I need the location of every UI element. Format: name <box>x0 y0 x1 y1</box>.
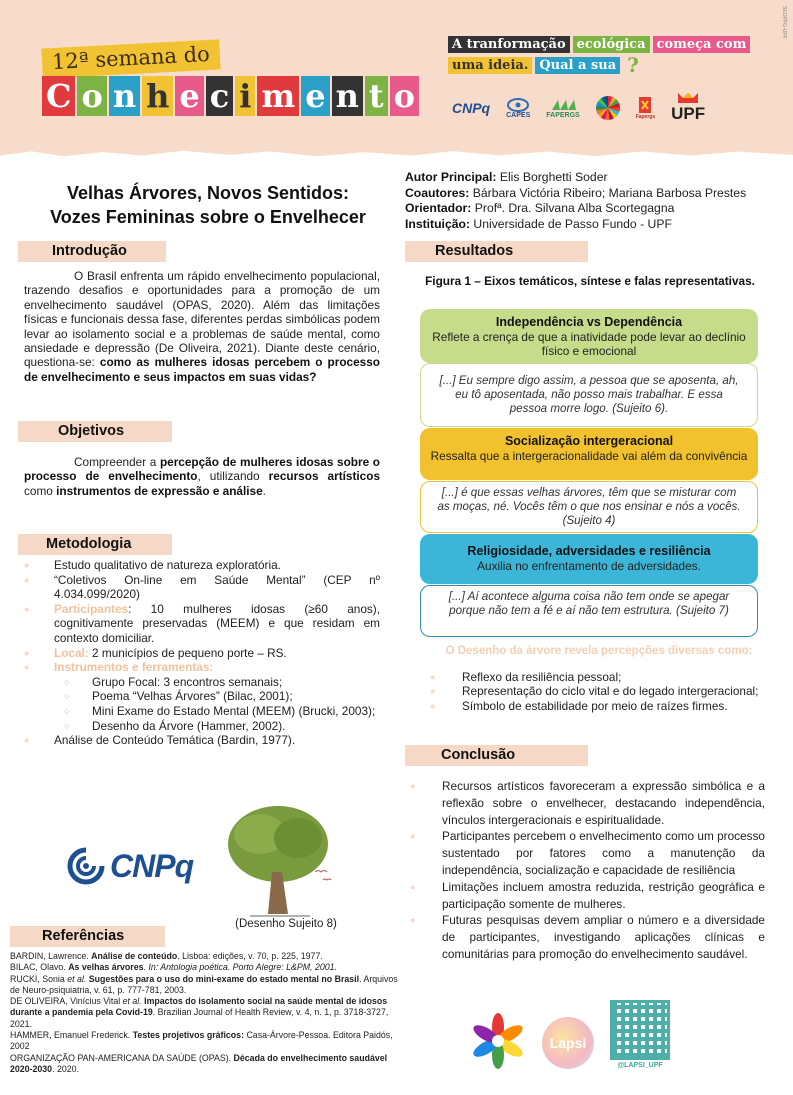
eixo-title: Religiosidade, adversidades e resiliência <box>467 544 711 558</box>
section-heading-objetivos: Objetivos <box>18 421 172 442</box>
list-item: ● Recursos artísticos favoreceram a expressão simbólica e a reflexão sobre o envelhecer, destacando independência, vínculos intergeracionais e espiritualidade. <box>410 778 765 828</box>
objetivos-text: Compreender a percepção de mulheres idosas sobre o processo de envelhecimento, utilizando recursos artísticos como instrumentos de expressão e análise. <box>24 455 380 498</box>
lab-logos <box>470 1000 670 1069</box>
reference: DE OLIVEIRA, Vinícius Vital et al. Impactos do isolamento social na saúde mental de idosos durante a pandemia pela Covid-19. Brazilian Journal of Health Review, v. 4, n. 1, p. 3718-3727, 2021. <box>10 996 389 1029</box>
lapsi-text: Lapsi <box>549 1035 587 1051</box>
list-item: ● Participantes: 10 mulheres idosas (≥60 anos), cognitivamente preservadas (MEEM) e que residam em contexto domiciliar. <box>24 602 380 646</box>
list-item: ● Representação do ciclo vital e do legado intergeracional; <box>430 684 765 698</box>
label: Coautores: <box>405 185 470 200</box>
sponsor-logos <box>452 92 705 124</box>
list-item: ● Participantes percebem o envelhecimento como um processo sustentado por fatores como a manutenção da independência, socialização e capacidade de resiliência <box>410 828 765 878</box>
fapergs-icon <box>550 98 576 112</box>
section-heading-conclusao: Conclusão <box>405 745 588 766</box>
section-heading-metodologia: Metodologia <box>18 534 172 555</box>
tagline-word: ecológica <box>573 36 650 53</box>
intro-question: como as mulheres idosas percebem o processo de envelhecimento e seus impactos em suas vidas? <box>24 355 381 384</box>
question-mark: ? <box>627 53 639 77</box>
letter: i <box>235 76 255 116</box>
fapergs-logo: FAPERGS <box>546 98 579 119</box>
conclusao-list <box>410 778 765 963</box>
reference: HAMMER, Emanuel Frederick. Testes projetivos gráficos: Casa-Árvore-Pessoa. Editora Paidós, 2002 <box>10 1030 393 1052</box>
reference: BARDIN, Lawrence. Análise de conteúdo. Lisboa: edições, v. 70, p. 225, 1977. <box>10 951 323 961</box>
letter: h <box>142 76 173 116</box>
poster-title <box>18 181 398 229</box>
coauthors: Bárbara Victória Ribeiro; Mariana Barbosa Prestes <box>472 185 747 200</box>
letter: n <box>332 76 363 116</box>
flower-logo-icon <box>470 1013 526 1069</box>
upf-logo: UPF <box>671 92 705 124</box>
intro-body: O Brasil enfrenta um rápido envelhecimento populacional, trazendo desafios e oportunidades para a promoção de um envelhecimento saudável (OPAS, 2020). Além das limitações físicas e funcionais dessa fase, diferentes perdas simbólicas podem levar ao isolamento social e a problemas de saúde mental, como ansiedade e depressão (De Oliveira, 2021). Diante deste cenário, questiona-se: <box>24 269 380 370</box>
title-line: Velhas Árvores, Novos Sentidos: <box>66 183 350 203</box>
quote-sujeito-4: [...] é que essas velhas árvores, têm que se misturar com as moças, né. Vocês têm o que nos ensinar e nós a vocês. (Sujeito 4) <box>420 481 758 533</box>
qr-code-icon <box>610 1000 670 1060</box>
eixo-box-socializacao <box>420 428 758 480</box>
label: Orientador: <box>405 201 472 215</box>
quote-sujeito-7: [...] Aí acontece alguma coisa não tem onde se apegar porque não tem a fé e aí não tem estrutura. (Sujeito 7) <box>420 585 758 637</box>
list-item: ● Estudo qualitativo de natureza exploratória. <box>24 558 380 573</box>
header-band <box>0 0 793 162</box>
torn-edge <box>0 150 793 162</box>
tree-drawing <box>220 802 345 920</box>
references-list <box>10 951 400 1075</box>
author-principal: Elis Borghetti Soder <box>499 170 608 184</box>
quote-sujeito-6: [...] Eu sempre digo assim, a pessoa que se aposenta, ah, eu tô aposentada, não posso mais trabalhar. E essa pessoa morre logo. (Sujeito 6). <box>420 363 758 427</box>
tagline <box>448 36 758 78</box>
section-heading-introducao: Introdução <box>18 241 166 262</box>
desenho-statement: O Desenho da árvore revela percepções diversas como: <box>445 645 753 657</box>
list-item: ● Símbolo de estabilidade por meio de raízes firmes. <box>430 699 765 713</box>
label: Autor Principal: <box>405 170 497 184</box>
lapsi-logo <box>542 1017 594 1069</box>
letter: e <box>301 76 329 116</box>
reference: ORGANIZAÇÃO PAN-AMERICANA DA SAÚDE (OPAS). Década do envelhecimento saudável 2020-2030. 2020. <box>10 1052 388 1074</box>
eixo-box-independencia <box>420 309 758 363</box>
list-item: ● Reflexo da resiliência pessoal; <box>430 670 765 684</box>
letter: C <box>42 76 75 116</box>
section-heading-referencias: Referências <box>10 926 165 947</box>
capes-icon <box>507 98 529 112</box>
letter: m <box>257 76 299 116</box>
eixo-title: Socialização intergeracional <box>504 434 674 448</box>
advisor: Profª. Dra. Silvana Alba Scortegagna <box>474 201 675 215</box>
side-code: SEOPPG-UPF <box>781 6 787 39</box>
list-item: ● Limitações incluem amostra reduzida, restrição geográfica e participação somente de mulheres. <box>410 879 765 913</box>
sub-item: ○ Poema “Velhas Árvores” (Bilac, 2001); <box>24 689 380 704</box>
cnpq-logo-large <box>66 846 193 886</box>
capes-logo: CAPES <box>506 98 530 119</box>
tagline-word: uma ideia. <box>448 57 532 74</box>
sub-item: ○ Desenho da Árvore (Hammer, 2002). <box>24 719 380 734</box>
eixo-title: Independência vs Dependência <box>495 315 683 329</box>
introducao-text <box>24 269 380 384</box>
cnpq-logo: CNPq <box>452 100 491 116</box>
authors-block <box>405 170 790 232</box>
list-item: ● “Coletivos On-line em Saúde Mental” (CEP nº 4.034.099/2020) <box>24 573 380 602</box>
figure-icon <box>637 96 653 114</box>
eixo-desc: Auxilia no enfrentamento de adversidades. <box>477 558 701 573</box>
figure-caption: (Desenho Sujeito 8) <box>235 918 337 930</box>
reference: BILAC, Olavo. As velhas árvores. In: Antologia poética. Porto Alegre: L&PM, 2001. <box>10 962 337 973</box>
eixo-desc: Reflete a crença de que a inatividade pode levar ao declínio físico e emocional <box>432 329 746 358</box>
letter: o <box>390 76 419 116</box>
cnpq-text: CNPq <box>110 847 194 884</box>
letter: o <box>77 76 106 116</box>
metodologia-list <box>24 558 380 748</box>
sub-item: ○ Mini Exame do Estado Mental (MEEM) (Brucki, 2003); <box>24 704 380 719</box>
conhecimento-logo <box>42 76 419 116</box>
tagline-word: Qual a sua <box>535 57 620 74</box>
letter: c <box>206 76 233 116</box>
eixo-desc: Ressalta que a intergeracionalidade vai além da convivência <box>430 448 748 463</box>
institution: Universidade de Passo Fundo - UPF <box>473 216 672 231</box>
upf-icon <box>677 92 699 104</box>
desenho-list <box>430 670 765 713</box>
list-item: ● Futuras pesquisas devem ampliar o número e a diversidade de participantes, investigando aplicações clínicas e comunitárias para promoção do envelhecimento saudável. <box>410 912 765 962</box>
instagram-handle: @LAPSI_UPF <box>617 1062 663 1069</box>
label: Instituição: <box>405 216 471 231</box>
reference: RUCKI, Sonia et al. Sugestões para o uso do mini-exame do estado mental no Brasil. Arquivos de Neuro-psiquiatria, v. 61, p. 777-781, 2003. <box>10 973 398 995</box>
tagline-word: A tranformação <box>448 36 570 53</box>
figure-title: Figura 1 – Eixos temáticos, síntese e falas representativas. <box>425 274 755 288</box>
eixo-box-religiosidade <box>420 534 758 584</box>
sub-item: ○ Grupo Focal: 3 encontros semanais; <box>24 675 380 690</box>
title-line: Vozes Femininas sobre o Envelhecer <box>50 207 366 227</box>
ods-wheel-icon <box>596 96 620 120</box>
letter: t <box>365 76 388 116</box>
letter: e <box>175 76 203 116</box>
cnpq-icon <box>66 846 106 886</box>
list-item: ● Local: 2 municípios de pequeno porte – RS. <box>24 646 380 661</box>
qr-code[interactable] <box>610 1000 670 1069</box>
fapergs-red-logo: Fapergs <box>636 96 655 120</box>
letter: n <box>109 76 140 116</box>
list-item: ● Instrumentos e ferramentas: <box>24 660 380 675</box>
tagline-word: começa com <box>653 36 751 53</box>
semana-label: 12ª semana do <box>41 39 220 78</box>
list-item: ● Análise de Conteúdo Temática (Bardin, 1977). <box>24 733 380 748</box>
section-heading-resultados: Resultados <box>405 241 588 262</box>
